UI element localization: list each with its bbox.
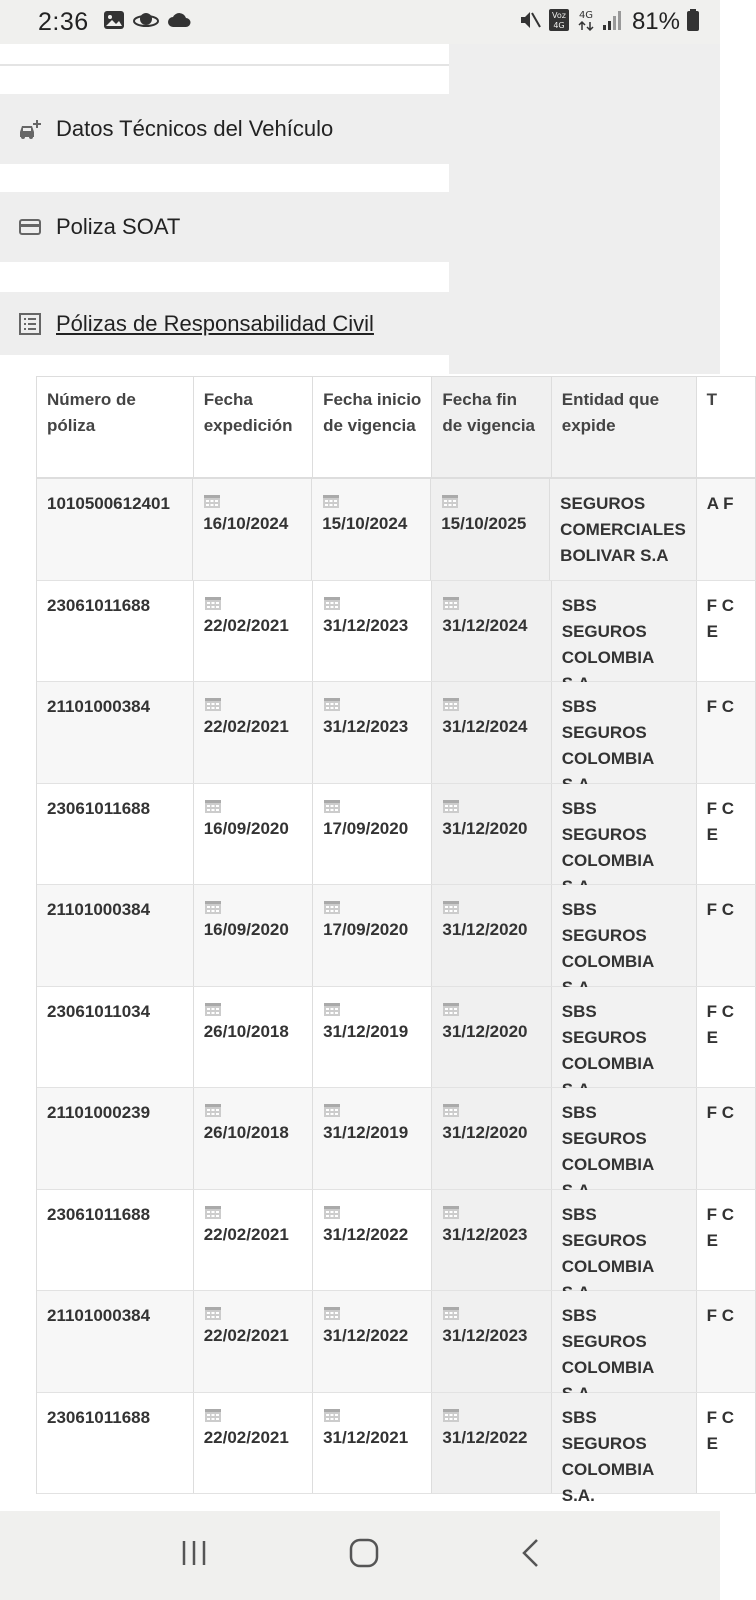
calendar-icon [442,1001,540,1017]
calendar-icon [442,1102,540,1118]
cell-fecha-fin [432,1393,551,1494]
battery-icon [686,8,700,37]
cell-fecha-inicio [312,479,431,580]
header-fecha-inicio[interactable]: Fecha inicio de vigencia [313,377,432,477]
cell-fecha-inicio [313,1393,432,1494]
cell-fecha-expedicion [194,987,313,1088]
calendar-icon [323,1204,421,1220]
cell-fecha-expedicion [194,784,313,885]
calendar-icon [442,1204,540,1220]
calendar-icon [441,493,539,509]
svg-text:4G: 4G [578,9,594,21]
table-row [37,581,756,683]
cell-entidad [552,682,697,783]
cell-numero-poliza [37,885,194,986]
header-numero-poliza[interactable]: Número de póliza [37,377,194,477]
cell-numero-poliza [37,1291,194,1392]
card-icon [18,215,42,239]
date-value: 16/09/2020 [203,920,289,939]
calendar-icon [322,493,420,509]
calendar-icon [323,595,421,611]
poliza-number: 1010500612401 [47,494,170,513]
calendar-icon [204,1001,302,1017]
tipo-value: F C E [706,1001,735,1047]
table-row [37,479,756,581]
page-content [0,44,735,1511]
cell-fecha-expedicion [194,1393,313,1494]
date-value: 22/02/2021 [203,717,289,736]
tipo-value: F C [706,697,735,716]
cell-numero-poliza [37,479,193,580]
navigation-bar [0,1511,720,1600]
cell-fecha-fin [432,682,551,783]
date-value: 31/12/2021 [323,1427,409,1447]
cell-fecha-expedicion [194,1190,313,1291]
date-value: 26/10/2018 [203,1123,289,1142]
table-row [37,1291,756,1393]
entidad-value: SBS SEGUROS COLOMBIA S.A. [561,1407,654,1505]
back-button[interactable] [519,1537,541,1574]
cell-tipo [697,784,756,885]
calendar-icon [204,1102,302,1118]
cell-fecha-expedicion [194,1088,313,1189]
poliza-number: 23061011034 [47,1001,151,1021]
table-row [37,1088,756,1190]
entidad-value: SBS SEGUROS COLOMBIA [561,900,654,971]
cell-fecha-expedicion [193,479,312,580]
entidad-value: SEGUROS COMERCIALES BOLIVAR S.A [560,494,686,565]
cell-fecha-inicio [313,1088,432,1189]
svg-text:Voz: Voz [551,10,566,20]
cell-tipo [697,1190,756,1291]
header-fecha-expedicion[interactable]: Fecha expedición [194,377,313,477]
section-label: Datos Técnicos del Vehículo [56,116,334,141]
entidad-value: SBS SEGUROS COLOMBIA [561,1306,654,1377]
calendar-icon [204,1204,302,1220]
entidad-value: SBS SEGUROS COLOMBIA [561,1103,654,1174]
car-add-icon [18,117,42,141]
cell-fecha-fin [432,1190,551,1291]
calendar-icon [323,899,421,915]
svg-text:4G: 4G [553,20,565,30]
cell-tipo [697,1088,756,1189]
cell-fecha-expedicion [194,885,313,986]
poliza-number: 23061011688 [47,595,151,615]
date-value: 31/12/2022 [323,1326,409,1345]
calendar-icon [323,1305,421,1321]
cell-fecha-inicio [313,987,432,1088]
entidad-value: SBS SEGUROS COLOMBIA [561,1001,654,1073]
table-row [37,987,756,1089]
status-time: 2:36 [38,7,89,36]
calendar-icon [442,1305,540,1321]
header-entidad[interactable]: Entidad que expide [552,377,697,477]
table-row [37,682,756,784]
signal-icon [602,9,622,36]
cell-entidad [552,1190,697,1291]
cell-fecha-inicio [313,1190,432,1291]
tipo-value: F C [706,1306,735,1325]
date-value: 31/12/2019 [323,1021,409,1041]
cell-fecha-expedicion [194,682,313,783]
calendar-icon [204,595,302,611]
date-value: 31/12/2023 [323,615,409,635]
cell-numero-poliza [37,784,194,885]
poliza-number: 21101000239 [47,1103,151,1122]
cell-numero-poliza [37,581,194,682]
date-value: 26/10/2018 [203,1021,289,1041]
cell-fecha-fin [431,479,550,580]
cell-numero-poliza [37,682,194,783]
poliza-number: 23061011688 [47,1204,151,1224]
date-value: 31/12/2022 [323,1224,409,1244]
date-value: 31/12/2023 [442,1224,528,1244]
tipo-value: F C [706,1103,735,1122]
table-body [37,479,756,1505]
tipo-value: F C [706,900,735,919]
date-value: 22/02/2021 [203,1326,289,1345]
cell-fecha-expedicion [194,581,313,682]
planet-icon [133,10,159,35]
tipo-value: F C E [706,798,735,844]
calendar-icon [323,1001,421,1017]
cell-fecha-fin [432,784,551,885]
cell-fecha-inicio [313,682,432,783]
date-value: 31/12/2020 [442,1123,528,1142]
cell-fecha-fin [432,1088,551,1189]
calendar-icon [442,595,540,611]
calendar-icon [204,696,302,712]
cell-entidad [552,1088,697,1189]
date-value: 31/12/2022 [442,1427,528,1447]
calendar-icon [204,1407,302,1423]
cell-entidad [552,987,697,1088]
mute-icon [518,9,542,36]
date-value: 22/02/2021 [203,615,289,635]
date-value: 31/12/2020 [442,818,528,838]
date-value: 31/12/2020 [442,1021,528,1041]
recent-apps-button[interactable] [179,1538,209,1573]
cell-tipo [697,1393,756,1494]
date-value: 31/12/2020 [442,920,528,939]
poliza-number: 21101000384 [47,1306,151,1325]
cell-tipo [697,479,756,580]
cell-tipo [697,1291,756,1392]
section-poliza-soat[interactable] [0,192,449,262]
date-value: 31/12/2023 [323,717,409,736]
battery-percent: 81% [631,8,680,35]
tipo-value: F C E [706,1407,735,1453]
section-label: Pólizas de Responsabilidad Civil [56,310,374,336]
date-value: 16/10/2024 [203,514,289,533]
entidad-value: SBS SEGUROS COLOMBIA [561,697,654,768]
section-datos-tecnicos[interactable] [0,94,449,164]
table-row [37,1393,756,1505]
tipo-value: A F [706,494,734,513]
status-bar [0,0,720,44]
table-row [37,1190,756,1292]
calendar-icon [323,1407,421,1423]
cell-entidad [552,1393,697,1505]
section-label: Poliza SOAT [56,214,181,239]
date-value: 15/10/2024 [322,514,408,533]
date-value: 22/02/2021 [203,1224,289,1244]
table-row [37,885,756,987]
cell-entidad [550,479,697,580]
date-value: 22/02/2021 [203,1427,289,1447]
cloud-icon [167,12,191,33]
volte-icon [548,8,570,37]
polizas-table [36,376,756,1505]
cell-numero-poliza [37,1088,194,1189]
tipo-value: F C E [706,595,735,641]
calendar-icon [204,1305,302,1321]
table-header [37,377,756,479]
date-value: 16/09/2020 [203,818,289,838]
entidad-value: SBS SEGUROS COLOMBIA [561,1204,654,1276]
calendar-icon [442,696,540,712]
calendar-icon [204,899,302,915]
gallery-icon [103,10,125,35]
tipo-value: F C E [706,1204,735,1250]
cell-fecha-inicio [313,885,432,986]
entidad-value: SBS SEGUROS COLOMBIA [561,595,654,667]
cell-fecha-fin [432,885,551,986]
calendar-icon [323,798,421,814]
calendar-icon [442,798,540,814]
cell-fecha-inicio [313,581,432,682]
list-icon [18,312,42,336]
table-row [37,784,756,886]
poliza-number: 21101000384 [47,900,151,919]
cell-entidad [552,885,697,986]
calendar-icon [442,1407,540,1423]
cell-entidad [552,581,697,682]
poliza-number: 23061011688 [47,798,151,818]
calendar-icon [442,899,540,915]
section-responsabilidad-civil[interactable] [0,292,449,355]
cell-tipo [697,682,756,783]
date-value: 31/12/2023 [442,1326,528,1345]
network-4g-icon [576,8,596,37]
entidad-value: SBS SEGUROS COLOMBIA [561,798,654,870]
right-panel [449,44,720,374]
cell-fecha-inicio [313,784,432,885]
cell-entidad [552,1291,697,1392]
calendar-icon [204,798,302,814]
cell-numero-poliza [37,1393,194,1494]
calendar-icon [323,1102,421,1118]
cell-entidad [552,784,697,885]
calendar-icon [203,493,301,509]
cell-numero-poliza [37,987,194,1088]
cell-tipo [697,987,756,1088]
home-button[interactable] [348,1537,380,1574]
cell-fecha-fin [432,581,551,682]
header-fecha-fin[interactable]: Fecha fin de vigencia [432,377,551,477]
cell-tipo [697,581,756,682]
cell-fecha-fin [432,987,551,1088]
header-tipo[interactable]: T [697,377,756,477]
date-value: 17/09/2020 [323,818,409,838]
date-value: 31/12/2024 [442,717,528,736]
cell-fecha-fin [432,1291,551,1392]
poliza-number: 23061011688 [47,1407,151,1427]
cell-fecha-expedicion [194,1291,313,1392]
cell-fecha-inicio [313,1291,432,1392]
date-value: 31/12/2024 [442,615,528,635]
date-value: 15/10/2025 [441,514,527,533]
divider [0,64,449,66]
date-value: 17/09/2020 [323,920,409,939]
cell-numero-poliza [37,1190,194,1291]
cell-tipo [697,885,756,986]
poliza-number: 21101000384 [47,697,151,716]
date-value: 31/12/2019 [323,1123,409,1142]
calendar-icon [323,696,421,712]
